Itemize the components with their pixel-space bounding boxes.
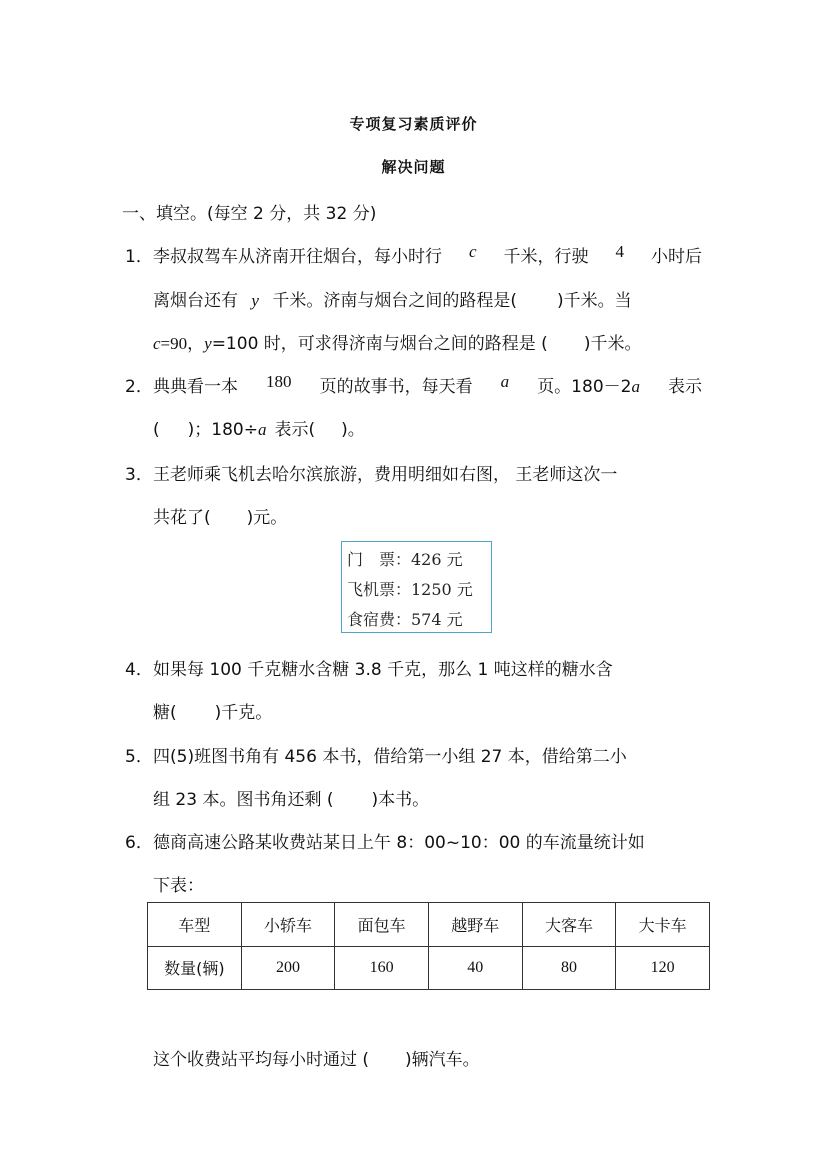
table-header-cell: 大客车 <box>522 903 616 947</box>
q1-l3-text-c: )千米。 <box>583 334 642 354</box>
q5-l2-text-b: )本书。 <box>371 790 430 810</box>
table-row <box>148 946 710 990</box>
question-4-line-2 <box>153 698 272 723</box>
q1-l2-text-a: 离烟台还有 <box>153 291 238 311</box>
table-cell: 120 <box>616 946 710 990</box>
q1-text-c: 小时后 <box>650 247 702 267</box>
question-2-line-1 <box>153 372 702 397</box>
page-title: 专项复习素质评价 <box>349 115 478 133</box>
table-cell: 200 <box>241 946 335 990</box>
page-subtitle: 解决问题 <box>381 158 446 176</box>
q2-l2-open: ( <box>153 420 160 440</box>
q2-l2-text-b: )；180÷ <box>187 420 258 440</box>
question-1-number: 1． <box>125 247 153 267</box>
q3-l2-text-b: )元。 <box>246 508 288 528</box>
q4-l2-text-b: )千克。 <box>214 703 273 723</box>
table-cell: 40 <box>428 946 522 990</box>
expense-box <box>341 541 492 633</box>
q6-after-text-a: 这个收费站平均每小时通过 ( <box>153 1050 370 1070</box>
q3-l2-text-a: 共花了( <box>153 508 211 528</box>
q2-l2-text-c: 表示( <box>274 420 316 440</box>
table-cell: 80 <box>522 946 616 990</box>
question-6-line-2: 下表： <box>153 876 204 896</box>
q2-l2-var-a: a <box>257 420 267 439</box>
traffic-table <box>147 902 710 990</box>
question-1-line-3 <box>153 329 641 354</box>
q2-var-a: a <box>500 372 510 391</box>
q1-l3-var-c: c <box>153 334 161 353</box>
q1-l2-text-c: )千米。当 <box>557 291 632 311</box>
q6-after-text-b: )辆汽车。 <box>405 1050 480 1070</box>
table-cell: 数量(辆) <box>148 946 242 990</box>
q2-pages: 180 <box>266 372 292 391</box>
q2-text-a: 典典看一本 <box>153 377 238 397</box>
question-4-number: 4． <box>125 660 153 680</box>
q2-text-b: 页的故事书，每天看 <box>319 377 473 397</box>
table-header-cell: 车型 <box>148 903 242 947</box>
section-heading: 一、填空。(每空 2 分，共 32 分) <box>122 204 377 224</box>
question-6-after-table <box>153 1045 480 1070</box>
q2-text-d: 表示 <box>668 377 702 397</box>
question-5-line-2 <box>153 785 429 810</box>
question-5-number: 5． <box>125 747 153 767</box>
q5-l2-text-a: 组 23 本。图书角还剩 ( <box>153 790 334 810</box>
q1-l3-var-y: y <box>204 334 212 353</box>
question-3-line-1: 王老师乘飞机去哈尔滨旅游，费用明细如右图， 王老师这次一 <box>153 465 618 485</box>
q2-text-c: 页。180－2a <box>537 377 640 397</box>
question-3-line-2 <box>153 503 287 528</box>
q1-l3-text-a: =90， <box>160 334 205 353</box>
table-header-cell: 大卡车 <box>616 903 710 947</box>
question-1-line-1 <box>153 242 702 267</box>
question-6-line-1: 德商高速公路某收费站某日上午 8：00~10：00 的车流量统计如 <box>153 833 645 853</box>
q1-l2-text-b: 千米。济南与烟台之间的路程是( <box>272 291 517 311</box>
expense-flight: 飞机票：1250 元 <box>347 580 473 599</box>
table-header-cell: 面包车 <box>335 903 429 947</box>
q1-l3-text-b: =100 时，可求得济南与烟台之间的路程是 ( <box>211 334 548 354</box>
table-header-row <box>148 903 710 947</box>
q2-l2-text-d: )。 <box>341 420 365 440</box>
q4-l2-text-a: 糖( <box>153 703 177 723</box>
question-1-line-2 <box>153 286 632 311</box>
table-header-cell: 小轿车 <box>241 903 335 947</box>
question-6-number: 6． <box>125 833 153 853</box>
question-4-line-1: 如果每 100 千克糖水含糖 3.8 千克，那么 1 吨这样的糖水含 <box>153 660 613 680</box>
question-3-number: 3． <box>125 465 153 485</box>
table-header-cell: 越野车 <box>428 903 522 947</box>
q1-hours: 4 <box>615 242 624 261</box>
question-2-line-2 <box>153 415 365 440</box>
expense-lodging: 食宿费：574 元 <box>347 610 463 629</box>
q1-var-y: y <box>251 291 259 310</box>
table-cell: 160 <box>335 946 429 990</box>
question-2-number: 2． <box>125 377 153 397</box>
q1-text-a: 李叔叔驾车从济南开往烟台，每小时行 <box>153 247 442 267</box>
q1-var-c: c <box>468 242 477 261</box>
q1-text-b: 千米，行驶 <box>503 247 589 267</box>
expense-ticket: 门 票：426 元 <box>347 550 463 569</box>
question-5-line-1: 四(5)班图书角有 456 本书，借给第一小组 27 本，借给第二小 <box>153 747 627 767</box>
